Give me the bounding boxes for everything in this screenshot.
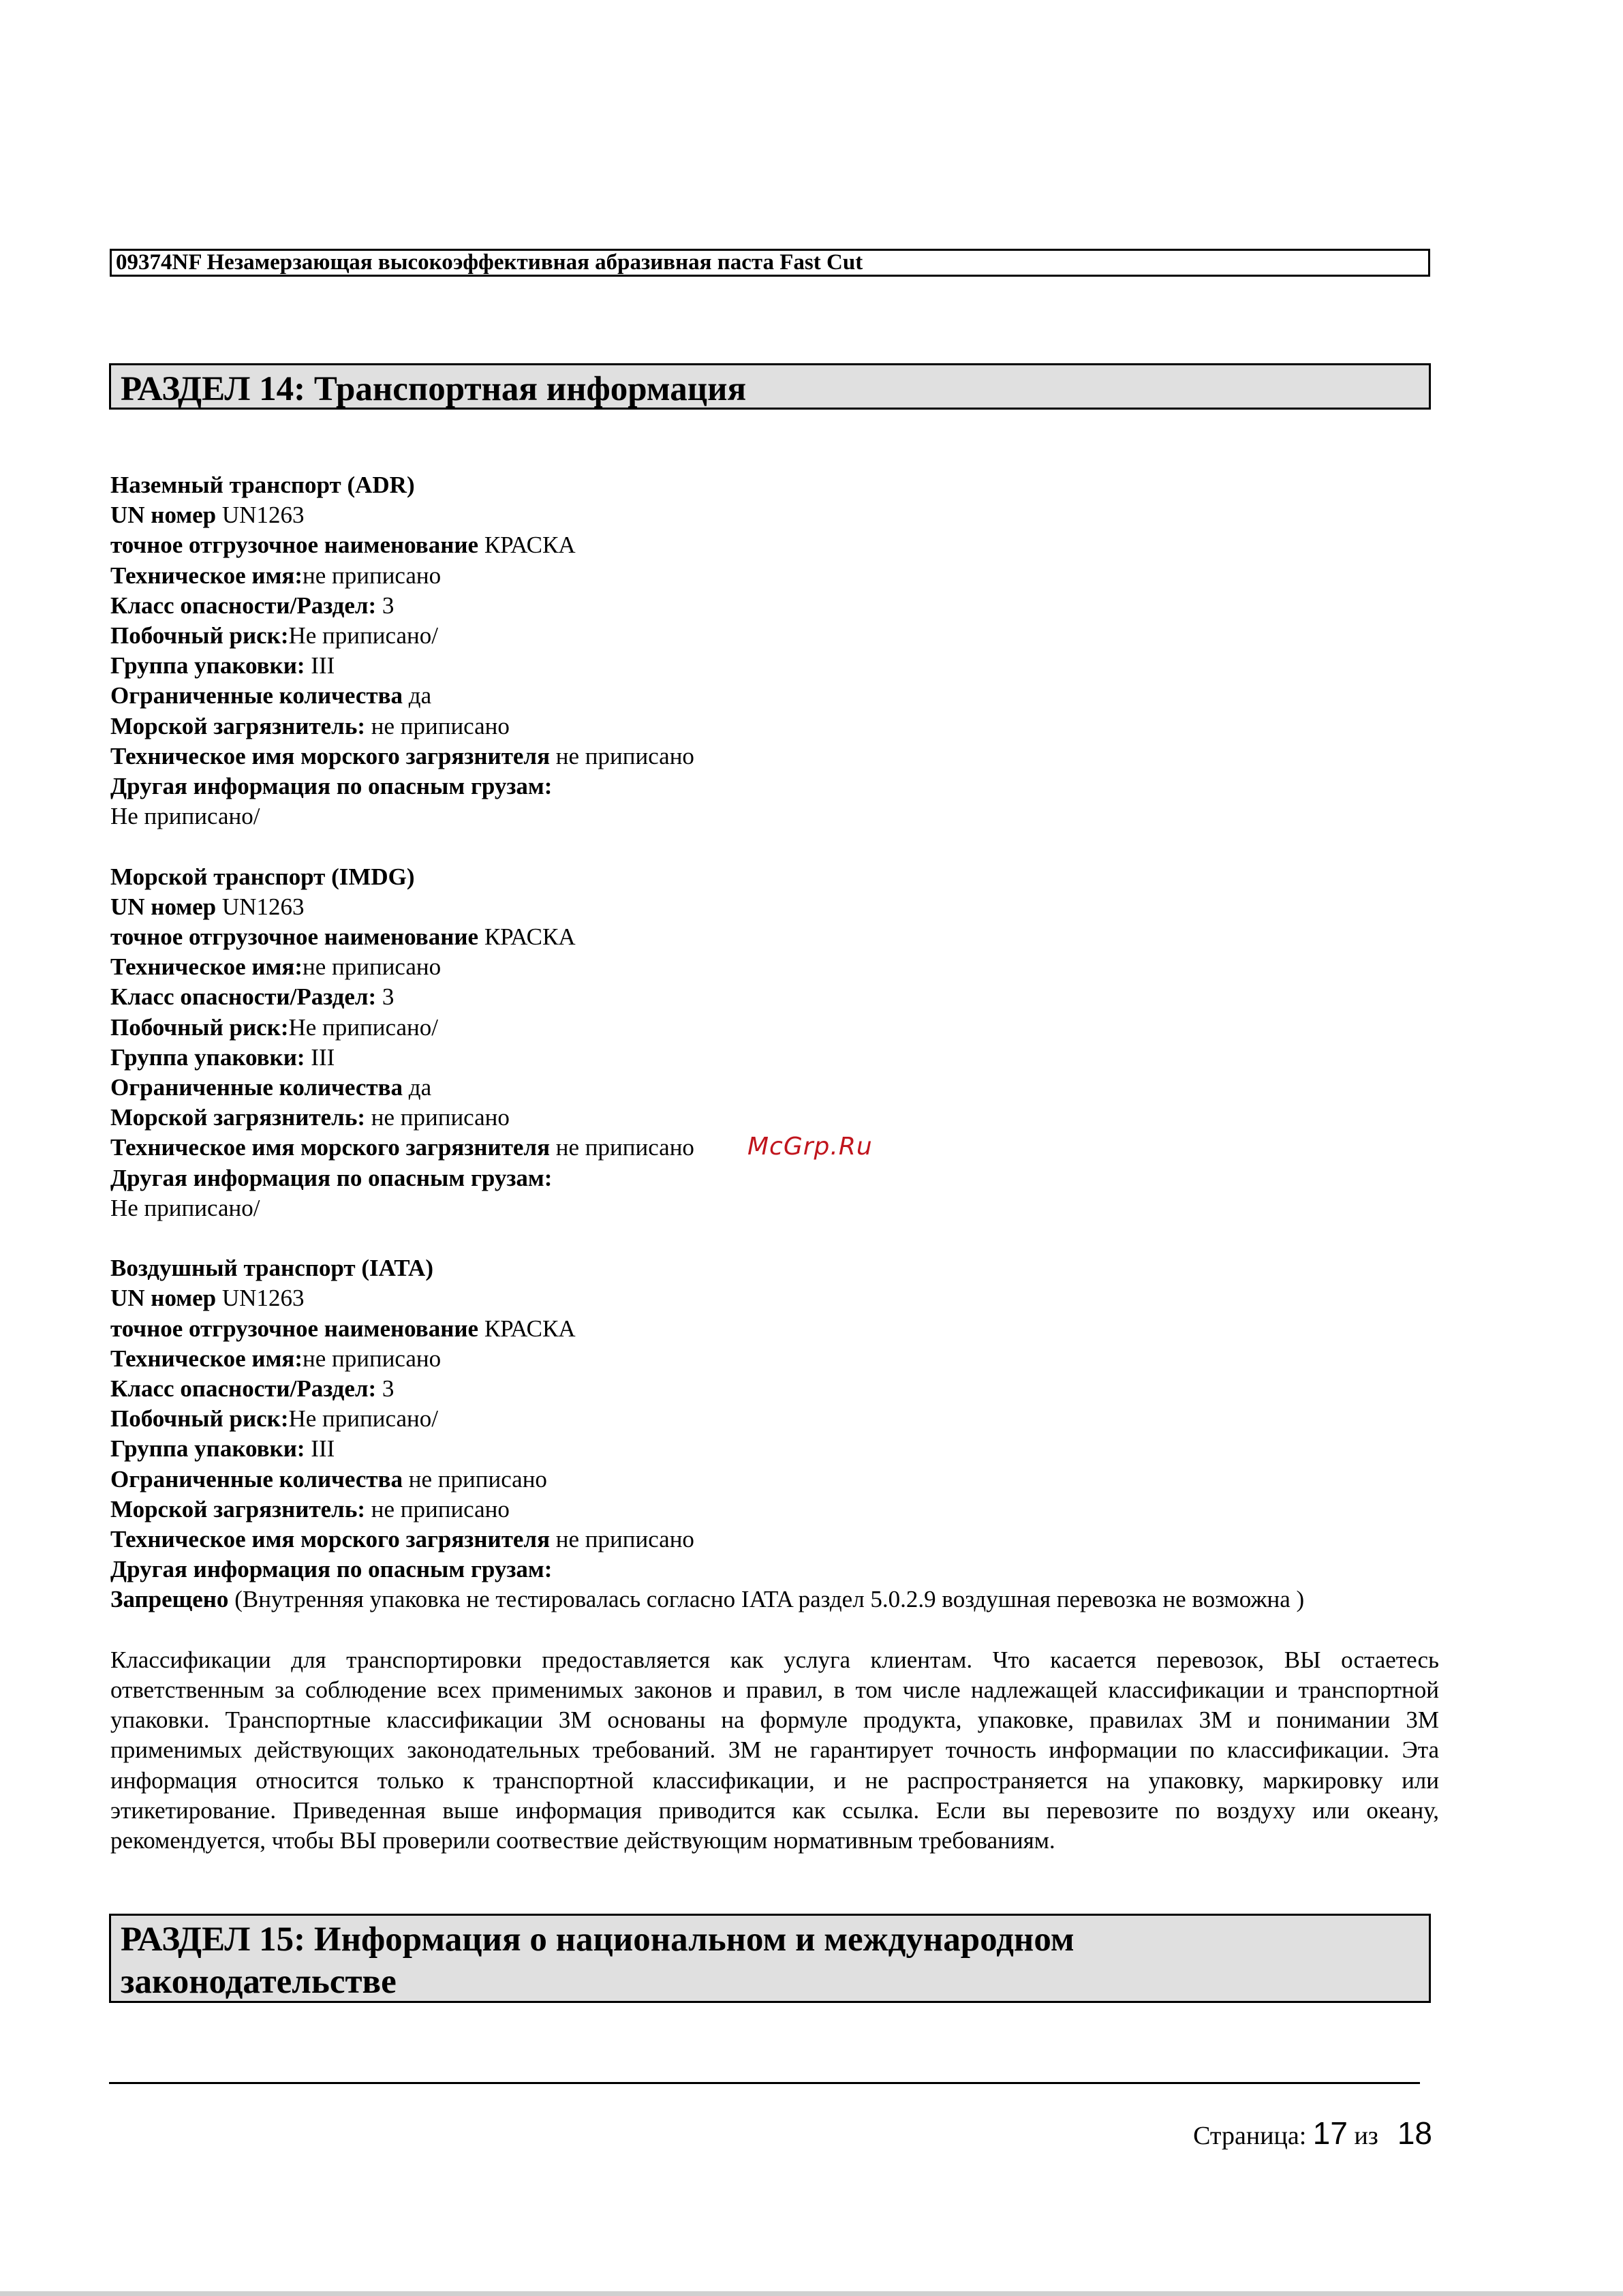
transport-field-row bbox=[110, 1283, 1446, 1313]
transport-field-row bbox=[110, 1434, 1446, 1464]
transport-blocks bbox=[110, 470, 1446, 1615]
transport-info bbox=[110, 470, 1446, 1856]
field-value: III bbox=[311, 1043, 335, 1071]
transport-field-row bbox=[110, 1555, 1446, 1585]
field-label: Другая информация по опасным грузам: bbox=[110, 773, 553, 800]
other-info-value: Не приписано/ bbox=[110, 1194, 260, 1221]
field-value: не приписано bbox=[408, 1465, 547, 1493]
section-15-heading bbox=[109, 1914, 1431, 2003]
field-separator bbox=[403, 1074, 409, 1101]
field-label: Техническое имя морского загрязнителя bbox=[110, 1134, 551, 1161]
field-label: Класс опасности/Раздел: bbox=[110, 983, 377, 1011]
field-separator bbox=[376, 983, 382, 1010]
field-value: не приписано bbox=[555, 1134, 694, 1161]
footer-divider bbox=[109, 2082, 1420, 2084]
field-value: не приписано bbox=[303, 1345, 442, 1372]
page-number bbox=[1193, 2115, 1432, 2152]
field-value: не приписано bbox=[555, 742, 694, 769]
field-separator bbox=[478, 532, 484, 558]
field-label: Группа упаковки: bbox=[110, 1435, 305, 1463]
field-label: Побочный риск: bbox=[110, 1013, 289, 1041]
field-separator bbox=[478, 1315, 484, 1342]
field-separator bbox=[478, 923, 484, 950]
transport-field-row bbox=[110, 1013, 1446, 1043]
field-label: точное отгрузочное наименование bbox=[110, 1315, 479, 1342]
field-value: КРАСКА bbox=[484, 532, 576, 559]
transport-field-row bbox=[110, 1043, 1446, 1073]
transport-disclaimer: Классификации для транспортировки предоставляется как услуга клиентам. Что касается перевозок, ВЫ остаетесь ответственным за соблюдение всех применимых законов и правил, в том числе надлежащей классификации и транспортной упаковки. Транспортные классификации 3М основаны на формуле продукта, упаковке, правилах 3М и понимании 3М применимых действующих законодательных требований. 3М не гарантирует точность информации по классификации. Эта информация относится только к транспортной классификации, и не распространяется на упаковку, маркировку или этикетирование. Приведенная выше информация приводится как ссылка. Если вы перевозите по воздуху или океану, рекомендуется, чтобы ВЫ проверили соотвествие действующим нормативным требованиям. bbox=[110, 1646, 1439, 1854]
field-separator bbox=[305, 1435, 311, 1462]
section-14-heading: РАЗДЕЛ 14: Транспортная информация bbox=[109, 363, 1431, 410]
field-label: Морской загрязнитель: bbox=[110, 1104, 365, 1131]
field-label: Класс опасности/Раздел: bbox=[110, 1375, 377, 1403]
transport-field-row bbox=[110, 1374, 1446, 1404]
field-separator bbox=[216, 502, 222, 528]
field-value: Не приписано/ bbox=[288, 1013, 438, 1041]
field-value: не приписано bbox=[555, 1526, 694, 1553]
transport-block-heading: Воздушный транспорт (IATA) bbox=[110, 1255, 433, 1282]
field-value: да bbox=[408, 1074, 432, 1101]
transport-field-row bbox=[110, 1073, 1446, 1103]
field-label: Ограниченные количества bbox=[110, 682, 403, 709]
field-value: Не приписано/ bbox=[288, 1405, 438, 1433]
transport-field-row bbox=[110, 1314, 1446, 1344]
field-label: Морской загрязнитель: bbox=[110, 712, 365, 739]
watermark: McGrp.Ru bbox=[747, 1133, 873, 1161]
page-label: Страница: bbox=[1193, 2122, 1307, 2150]
field-separator bbox=[376, 1375, 382, 1402]
field-value: не приписано bbox=[371, 1104, 510, 1131]
field-label: UN номер bbox=[110, 502, 217, 529]
field-label: Группа упаковки: bbox=[110, 1043, 305, 1071]
field-label: точное отгрузочное наименование bbox=[110, 532, 479, 559]
field-label: UN номер bbox=[110, 893, 217, 920]
field-value: 3 bbox=[382, 592, 395, 619]
field-separator bbox=[216, 893, 222, 920]
transport-field-row bbox=[110, 1525, 1446, 1555]
field-separator bbox=[305, 652, 311, 679]
transport-field-row bbox=[110, 651, 1446, 681]
transport-field-row bbox=[110, 1163, 1446, 1193]
field-label: Техническое имя: bbox=[110, 1345, 303, 1372]
transport-field-row bbox=[110, 621, 1446, 651]
field-label: Другая информация по опасным грузам: bbox=[110, 1164, 553, 1191]
transport-field-row bbox=[110, 922, 1446, 952]
field-value: не приписано bbox=[303, 562, 442, 589]
field-value: UN1263 bbox=[221, 502, 305, 529]
field-label: Запрещено bbox=[110, 1586, 229, 1613]
page-of: из bbox=[1354, 2122, 1378, 2150]
field-separator bbox=[305, 1044, 311, 1071]
transport-field-row bbox=[110, 500, 1446, 530]
transport-field-row bbox=[110, 530, 1446, 560]
transport-block-heading: Наземный транспорт (ADR) bbox=[110, 472, 415, 498]
transport-field-row bbox=[110, 892, 1446, 922]
section-15-title-line1: РАЗДЕЛ 15: Информация о национальном и международном bbox=[121, 1920, 1075, 1959]
field-value: КРАСКА bbox=[484, 1315, 576, 1342]
transport-field-row bbox=[110, 1465, 1446, 1495]
field-label: точное отгрузочное наименование bbox=[110, 923, 479, 951]
field-value: III bbox=[311, 652, 335, 679]
field-label: Побочный риск: bbox=[110, 622, 289, 649]
field-value: не приписано bbox=[371, 712, 510, 739]
field-label: Класс опасности/Раздел: bbox=[110, 592, 377, 619]
field-separator bbox=[550, 1526, 556, 1552]
field-separator bbox=[550, 1134, 556, 1161]
transport-field-row bbox=[110, 681, 1446, 711]
field-label: Ограниченные количества bbox=[110, 1465, 403, 1493]
field-value: III bbox=[311, 1435, 335, 1463]
field-value: Не приписано/ bbox=[288, 622, 438, 649]
field-value: КРАСКА bbox=[484, 923, 576, 951]
field-separator bbox=[365, 713, 371, 739]
field-separator bbox=[550, 743, 556, 769]
field-label: Группа упаковки: bbox=[110, 652, 305, 679]
transport-field-row bbox=[110, 982, 1446, 1012]
field-value: 3 bbox=[382, 983, 395, 1011]
transport-block-heading: Морской транспорт (IMDG) bbox=[110, 863, 415, 890]
page-current: 17 bbox=[1312, 2115, 1348, 2151]
product-title: 09374NF Незамерзающая высокоэффективная абразивная паста Fast Cut bbox=[110, 249, 1430, 277]
transport-field-row bbox=[110, 771, 1446, 801]
field-value: 3 bbox=[382, 1375, 395, 1403]
field-separator bbox=[228, 1586, 234, 1612]
transport-field-row bbox=[110, 711, 1446, 741]
block-gap bbox=[110, 831, 1446, 861]
field-value: (Внутренняя упаковка не тестировалась согласно IATA раздел 5.0.2.9 воздушная перевозка не возможна ) bbox=[234, 1586, 1305, 1613]
transport-field-row bbox=[110, 1404, 1446, 1434]
transport-field-row bbox=[110, 952, 1446, 982]
field-value: UN1263 bbox=[221, 893, 305, 920]
field-label: Ограниченные количества bbox=[110, 1074, 403, 1101]
field-separator bbox=[403, 1466, 409, 1493]
field-label: Техническое имя морского загрязнителя bbox=[110, 1526, 551, 1553]
field-label: Морской загрязнитель: bbox=[110, 1495, 365, 1522]
field-label: Техническое имя: bbox=[110, 953, 303, 981]
field-separator bbox=[216, 1285, 222, 1311]
transport-field-row bbox=[110, 561, 1446, 591]
transport-field-row bbox=[110, 1344, 1446, 1374]
field-label: Техническое имя морского загрязнителя bbox=[110, 742, 551, 769]
transport-field-row bbox=[110, 1585, 1446, 1614]
field-separator bbox=[365, 1496, 371, 1522]
field-value: UN1263 bbox=[221, 1285, 305, 1312]
transport-field-row bbox=[110, 741, 1446, 771]
field-label: UN номер bbox=[110, 1285, 217, 1312]
field-value: да bbox=[408, 682, 432, 709]
field-separator bbox=[403, 682, 409, 709]
transport-field-row bbox=[110, 591, 1446, 621]
field-label: Другая информация по опасным грузам: bbox=[110, 1556, 553, 1583]
block-gap bbox=[110, 1223, 1446, 1253]
transport-field-row bbox=[110, 1103, 1446, 1133]
field-separator bbox=[376, 592, 382, 619]
transport-field-row bbox=[110, 1495, 1446, 1525]
field-label: Техническое имя: bbox=[110, 562, 303, 589]
other-info-value: Не приписано/ bbox=[110, 803, 260, 830]
field-value: не приписано bbox=[371, 1495, 510, 1522]
section-15-title-line2: законодательстве bbox=[121, 1963, 397, 2001]
field-separator bbox=[365, 1104, 371, 1131]
page-total: 18 bbox=[1397, 2115, 1432, 2151]
field-label: Побочный риск: bbox=[110, 1405, 289, 1433]
bottom-edge bbox=[0, 2291, 1623, 2296]
field-value: не приписано bbox=[303, 953, 442, 981]
